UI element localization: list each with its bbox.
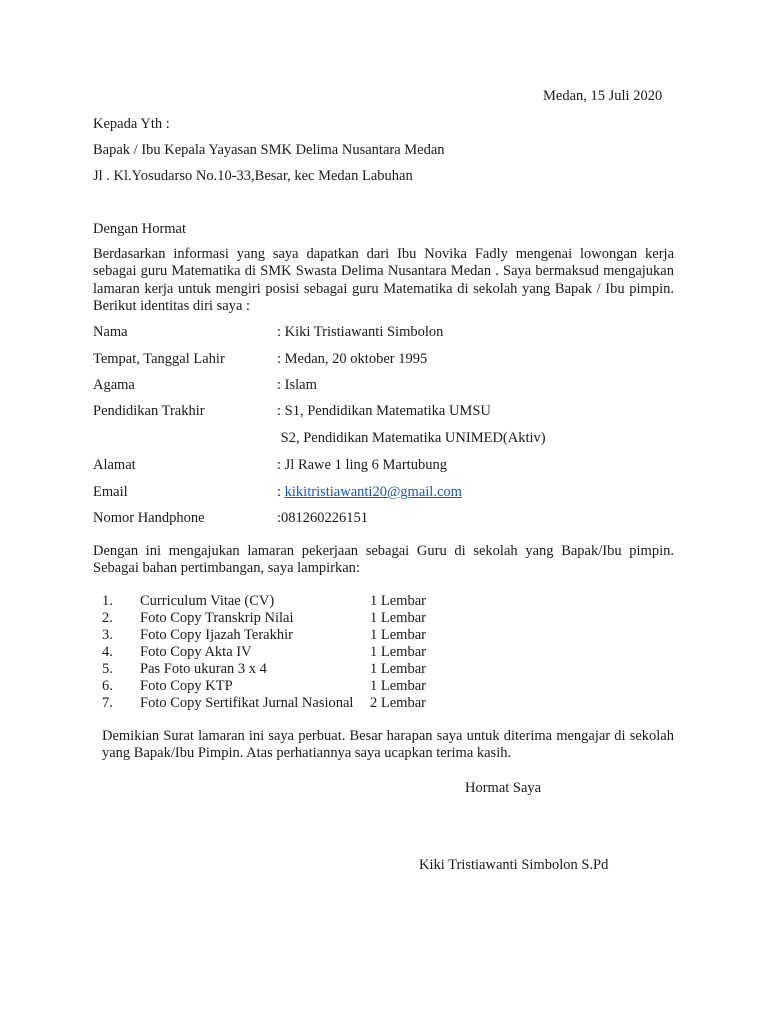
attachment-number: 4.: [102, 644, 113, 660]
attachment-name: Foto Copy Akta IV: [140, 644, 252, 660]
attachment-quantity: 1 Lembar: [370, 610, 426, 626]
identity-value: : S1, Pendidikan Matematika UMSU: [277, 403, 491, 419]
closing-paragraph: Demikian Surat lamaran ini saya perbuat. Besar harapan saya untuk diterima mengajar di sekolah yang Bapak/Ibu Pimpin. Atas perhatiannya saya ucapkan terima kasih.: [102, 728, 674, 762]
identity-value: [277, 484, 462, 501]
attachment-number: 3.: [102, 627, 113, 643]
identity-value: : Medan, 20 oktober 1995: [277, 351, 428, 367]
attachment-number: 6.: [102, 678, 113, 694]
email-link[interactable]: kikitristiawanti20@gmail.com: [284, 484, 462, 500]
recipient-title: Bapak / Ibu Kepala Yayasan SMK Delima Nusantara Medan: [93, 142, 445, 158]
attachment-number: 1.: [102, 593, 113, 609]
attachment-name: Pas Foto ukuran 3 x 4: [140, 661, 267, 677]
identity-label: Tempat, Tanggal Lahir: [93, 351, 225, 367]
identity-label: Nomor Handphone: [93, 510, 205, 526]
attachment-quantity: 1 Lembar: [370, 644, 426, 660]
attachment-name: Foto Copy Transkrip Nilai: [140, 610, 294, 626]
recipient-greeting: Kepada Yth :: [93, 116, 170, 132]
identity-value: : Jl Rawe 1 ling 6 Martubung: [277, 457, 447, 473]
attachment-name: Curriculum Vitae (CV): [140, 593, 275, 609]
identity-value: S2, Pendidikan Matematika UNIMED(Aktiv): [277, 430, 546, 446]
identity-label: Nama: [93, 324, 128, 340]
identity-label: Agama: [93, 377, 135, 393]
attachment-quantity: 1 Lembar: [370, 593, 426, 609]
attachment-quantity: 1 Lembar: [370, 661, 426, 677]
identity-label: Email: [93, 484, 128, 500]
attachment-name: Foto Copy Sertifikat Jurnal Nasional: [140, 695, 354, 711]
attachment-quantity: 1 Lembar: [370, 627, 426, 643]
application-paragraph: Dengan ini mengajukan lamaran pekerjaan sebagai Guru di sekolah yang Bapak/Ibu pimpin. Sebagai bahan pertimbangan, saya lampirkan:: [93, 543, 674, 577]
identity-value: : Kiki Tristiawanti Simbolon: [277, 324, 444, 340]
attachment-name: Foto Copy KTP: [140, 678, 233, 694]
letter-date: Medan, 15 Juli 2020: [543, 88, 663, 104]
closing-phrase: Hormat Saya: [465, 780, 542, 796]
identity-label: Pendidikan Trakhir: [93, 403, 205, 419]
attachment-number: 7.: [102, 695, 113, 711]
recipient-address: Jl . Kl.Yosudarso No.10-33,Besar, kec Medan Labuhan: [93, 168, 413, 184]
attachment-number: 5.: [102, 661, 113, 677]
attachment-name: Foto Copy Ijazah Terakhir: [140, 627, 293, 643]
attachment-quantity: 1 Lembar: [370, 678, 426, 694]
email-prefix: :: [277, 484, 285, 500]
identity-label: Alamat: [93, 457, 136, 473]
intro-paragraph: Berdasarkan informasi yang saya dapatkan dari Ibu Novika Fadly mengenai lowongan kerja sebagai guru Matematika di SMK Swasta Delima Nusantara Medan . Saya bermaksud mengajukan lamaran kerja untuk mengiri posisi sebagai guru Matematika di sekolah yang Bapak / Ibu pimpin. Berikut identitas diri saya :: [93, 246, 674, 314]
identity-value: : Islam: [277, 377, 317, 393]
attachment-number: 2.: [102, 610, 113, 626]
signature-name: Kiki Tristiawanti Simbolon S.Pd: [419, 857, 609, 873]
identity-value: :081260226151: [277, 510, 369, 526]
salutation: Dengan Hormat: [93, 221, 187, 237]
attachment-quantity: 2 Lembar: [370, 695, 426, 711]
